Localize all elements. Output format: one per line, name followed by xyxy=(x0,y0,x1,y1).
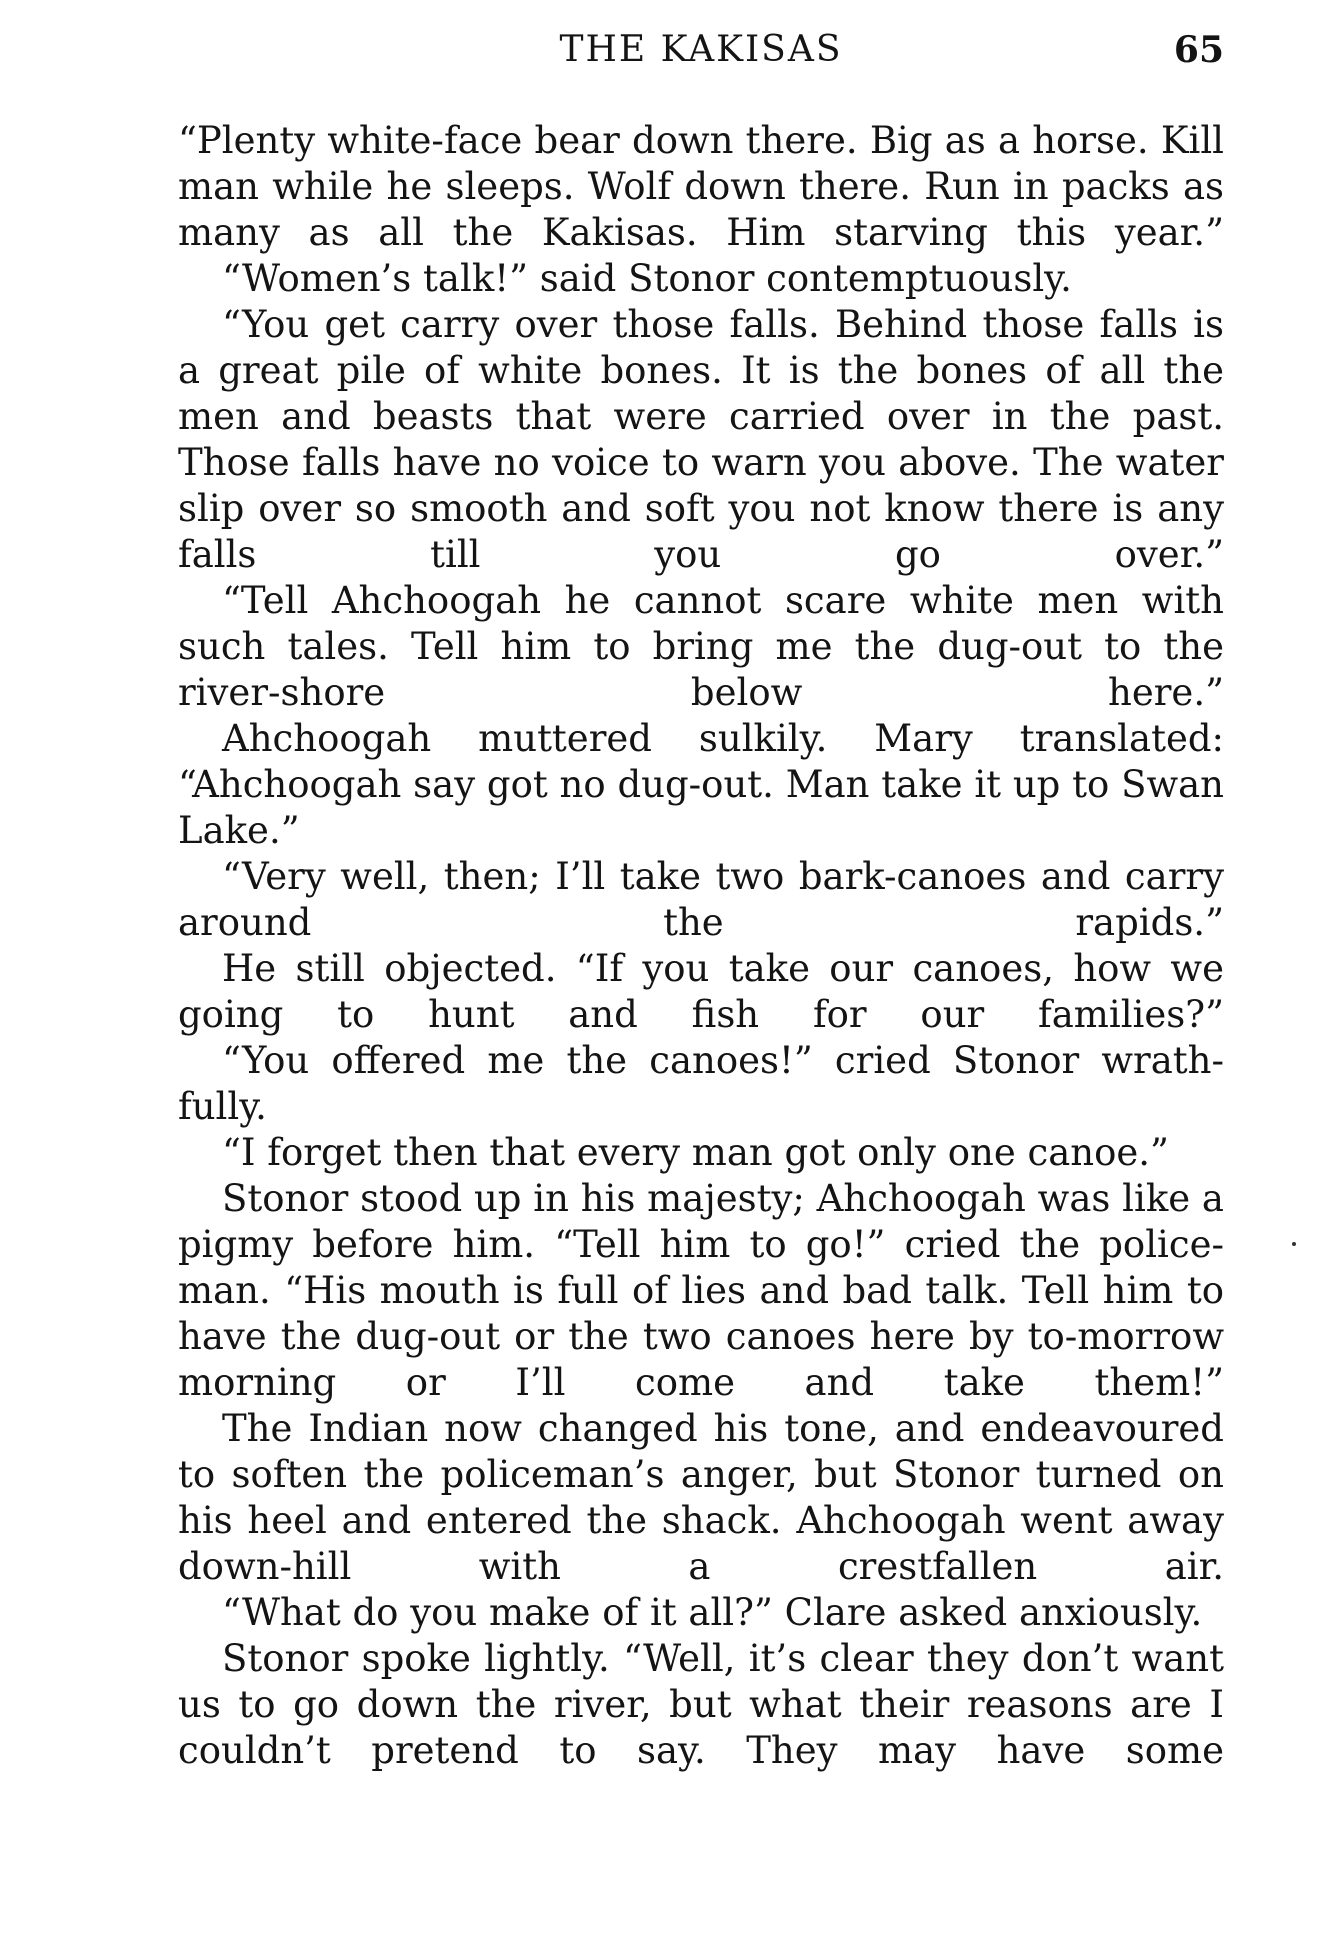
paragraph: “Women’s talk!” said Stonor contemptuously. xyxy=(222,257,1072,300)
paragraph: “Plenty white-face bear down there. Big as a horse. Kill man while he sleeps. Wolf down there. Run in packs as many as all the Kakisas. Him starving this year.” xyxy=(178,119,1224,254)
paragraph: “Tell Ahchoogah he cannot scare white men with such tales. Tell him to bring me the dug-out to the river-shore below here.” xyxy=(178,579,1224,714)
paragraph: The Indian now changed his tone, and endeavoured to soften the policeman’s anger, but Stonor turned on his heel and entered the shack. Ahchoogah went away down-hill with a crestfallen air. xyxy=(178,1407,1224,1588)
body-text xyxy=(178,118,1224,1774)
paragraph: “You offered me the canoes!” cried Stonor wrath-fully. xyxy=(178,1039,1224,1128)
paragraph: “I forget then that every man got only one canoe.” xyxy=(222,1131,1169,1174)
paragraph: “You get carry over those falls. Behind those falls is a great pile of white bones. It is the bones of all the men and beasts that were carried over in the past. Those falls have no voice to warn you above. The water slip over so smooth and soft you not know there is any falls till you go over.” xyxy=(178,303,1224,576)
paragraph: Stonor stood up in his majesty; Ahchoogah was like a pigmy before him. “Tell him to go!” cried the police-man. “His mouth is full of lies and bad talk. Tell him to have the dug-out or the two canoes here by to-morrow morning or I’ll come and take them!” xyxy=(178,1177,1224,1404)
print-speck xyxy=(1292,1242,1296,1246)
paragraph: Ahchoogah muttered sulkily. Mary translated: “Ahchoogah say got no dug-out. Man take it up to Swan Lake.” xyxy=(178,717,1224,852)
paragraph: He still objected. “If you take our canoes, how we going to hunt and fish for our families?” xyxy=(178,947,1224,1036)
paragraph: “Very well, then; I’ll take two bark-canoes and carry around the rapids.” xyxy=(178,855,1224,944)
running-title: THE KAKISAS xyxy=(559,29,843,70)
running-head xyxy=(176,24,1226,80)
paragraph: “What do you make of it all?” Clare asked anxiously. xyxy=(222,1591,1203,1634)
page-number: 65 xyxy=(1173,29,1224,71)
paragraph: Stonor spoke lightly. “Well, it’s clear they don’t want us to go down the river, but what their reasons are I couldn’t pretend to say. They may have some xyxy=(178,1637,1224,1772)
